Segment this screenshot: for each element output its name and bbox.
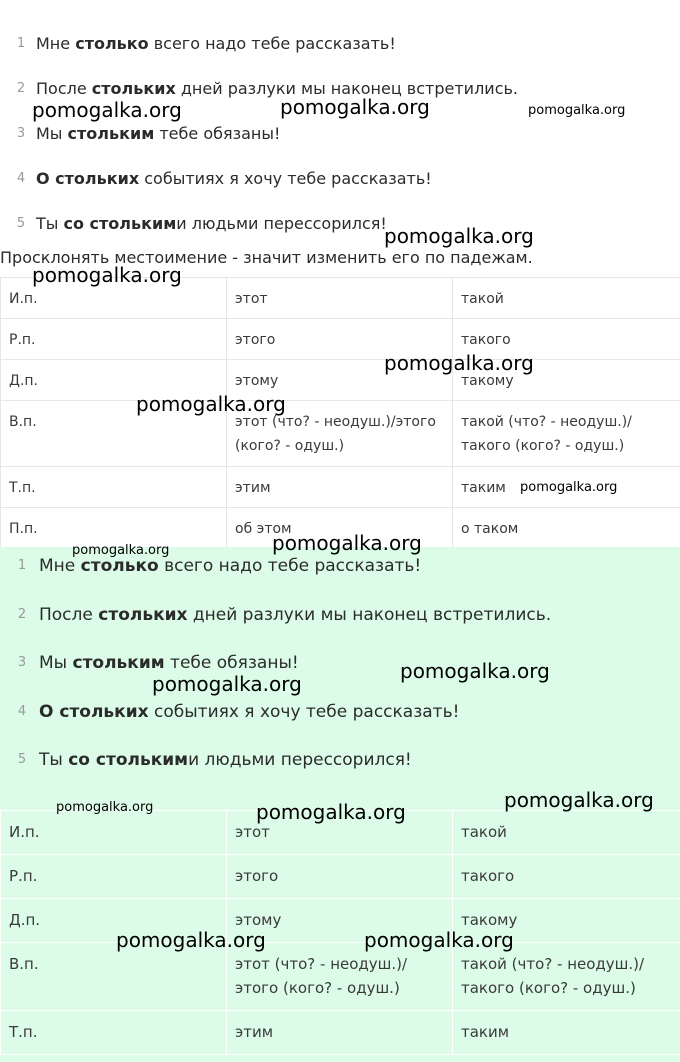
etot-cell: этому: [227, 899, 453, 943]
etot-cell: этот: [227, 278, 453, 319]
sentence-text: Ты со столькими людьми перессорился!: [39, 750, 412, 770]
sentence-number: 3: [17, 655, 27, 670]
watermark: pomogalka.org: [364, 928, 514, 952]
case-cell: И.п.: [1, 278, 227, 319]
table-row: [1, 319, 680, 360]
watermark: pomogalka.org: [504, 788, 654, 812]
sentence-number: 4: [16, 171, 26, 186]
watermark: pomogalka.org: [72, 543, 170, 558]
table-row: [1, 899, 680, 943]
watermark: pomogalka.org: [272, 531, 422, 555]
watermark: pomogalka.org: [528, 103, 626, 118]
watermark: pomogalka.org: [32, 263, 182, 287]
case-cell: Т.п.: [1, 467, 227, 508]
declension-table: [0, 810, 680, 1055]
case-cell: В.п.: [1, 401, 227, 467]
declension-table: [0, 277, 680, 549]
takoy-cell: такому: [453, 360, 680, 401]
etot-cell: об этом: [227, 508, 453, 549]
takoy-cell: такой (что? - неодуш.)/ такого (кого? - одуш.): [453, 401, 680, 467]
takoy-cell: такой: [453, 811, 680, 855]
sentence-text: После стольких дней разлуки мы наконец встретились.: [36, 79, 519, 98]
takoy-cell: такой: [453, 278, 680, 319]
etot-cell: этот: [227, 811, 453, 855]
table-row: [1, 855, 680, 899]
watermark: pomogalka.org: [116, 928, 266, 952]
sentence-number: 2: [16, 81, 26, 96]
watermark: pomogalka.org: [400, 659, 550, 683]
watermark: pomogalka.org: [152, 672, 302, 696]
takoy-cell: такого: [453, 855, 680, 899]
case-cell: П.п.: [1, 508, 227, 549]
table-row: [1, 943, 680, 1011]
sentence-number: 1: [17, 558, 27, 573]
sentence-text: О стольких событиях я хочу тебе рассказать!: [36, 169, 432, 188]
case-cell: Т.п.: [1, 1011, 227, 1055]
sentence-text: После стольких дней разлуки мы наконец встретились.: [39, 605, 552, 625]
takoy-cell: такому: [453, 899, 680, 943]
watermark: pomogalka.org: [520, 480, 618, 495]
watermark: pomogalka.org: [256, 800, 406, 824]
etot-cell: этот (что? - неодуш.)/этого (кого? - одуш.): [227, 401, 453, 467]
case-cell: Д.п.: [1, 899, 227, 943]
sentence-number: 5: [16, 216, 26, 231]
sentence-number: 3: [16, 126, 26, 141]
case-cell: В.п.: [1, 943, 227, 1011]
etot-cell: этим: [227, 467, 453, 508]
sentence-text: Мы стольким тебе обязаны!: [36, 124, 281, 143]
sentence-text: Мне столько всего надо тебе рассказать!: [39, 556, 422, 576]
takoy-cell: такой (что? - неодуш.)/ такого (кого? - одуш.): [453, 943, 680, 1011]
table-row: [1, 1011, 680, 1055]
sentence-text: Мы стольким тебе обязаны!: [39, 653, 299, 673]
sentence-number: 4: [17, 704, 27, 719]
sentence-text: Ты со столькими людьми перессорился!: [36, 214, 387, 233]
sentence-number: 1: [16, 36, 26, 51]
case-cell: И.п.: [1, 811, 227, 855]
etot-cell: этому: [227, 360, 453, 401]
takoy-cell: о таком: [453, 508, 680, 549]
table-row: [1, 401, 680, 467]
etot-cell: этим: [227, 1011, 453, 1055]
declension-note: Просклонять местоимение - значит изменить его по падежам.: [0, 248, 533, 267]
takoy-cell: таким: [453, 1011, 680, 1055]
watermark: pomogalka.org: [56, 800, 154, 815]
takoy-cell: таким: [453, 467, 680, 508]
case-cell: Р.п.: [1, 319, 227, 360]
watermark: pomogalka.org: [136, 392, 286, 416]
watermark: pomogalka.org: [384, 351, 534, 375]
etot-cell: этого: [227, 855, 453, 899]
sentence-number: 2: [17, 607, 27, 622]
sentence-text: Мне столько всего надо тебе рассказать!: [36, 34, 396, 53]
case-cell: Д.п.: [1, 360, 227, 401]
watermark: pomogalka.org: [280, 95, 430, 119]
etot-cell: этого: [227, 319, 453, 360]
watermark: pomogalka.org: [384, 224, 534, 248]
table-row: [1, 360, 680, 401]
sentence-text: О стольких событиях я хочу тебе рассказать!: [39, 702, 460, 722]
watermark: pomogalka.org: [32, 98, 182, 122]
case-cell: Р.п.: [1, 855, 227, 899]
sentence-number: 5: [17, 752, 27, 767]
etot-cell: этот (что? - неодуш.)/этого (кого? - одуш.): [227, 943, 453, 1011]
takoy-cell: такого: [453, 319, 680, 360]
